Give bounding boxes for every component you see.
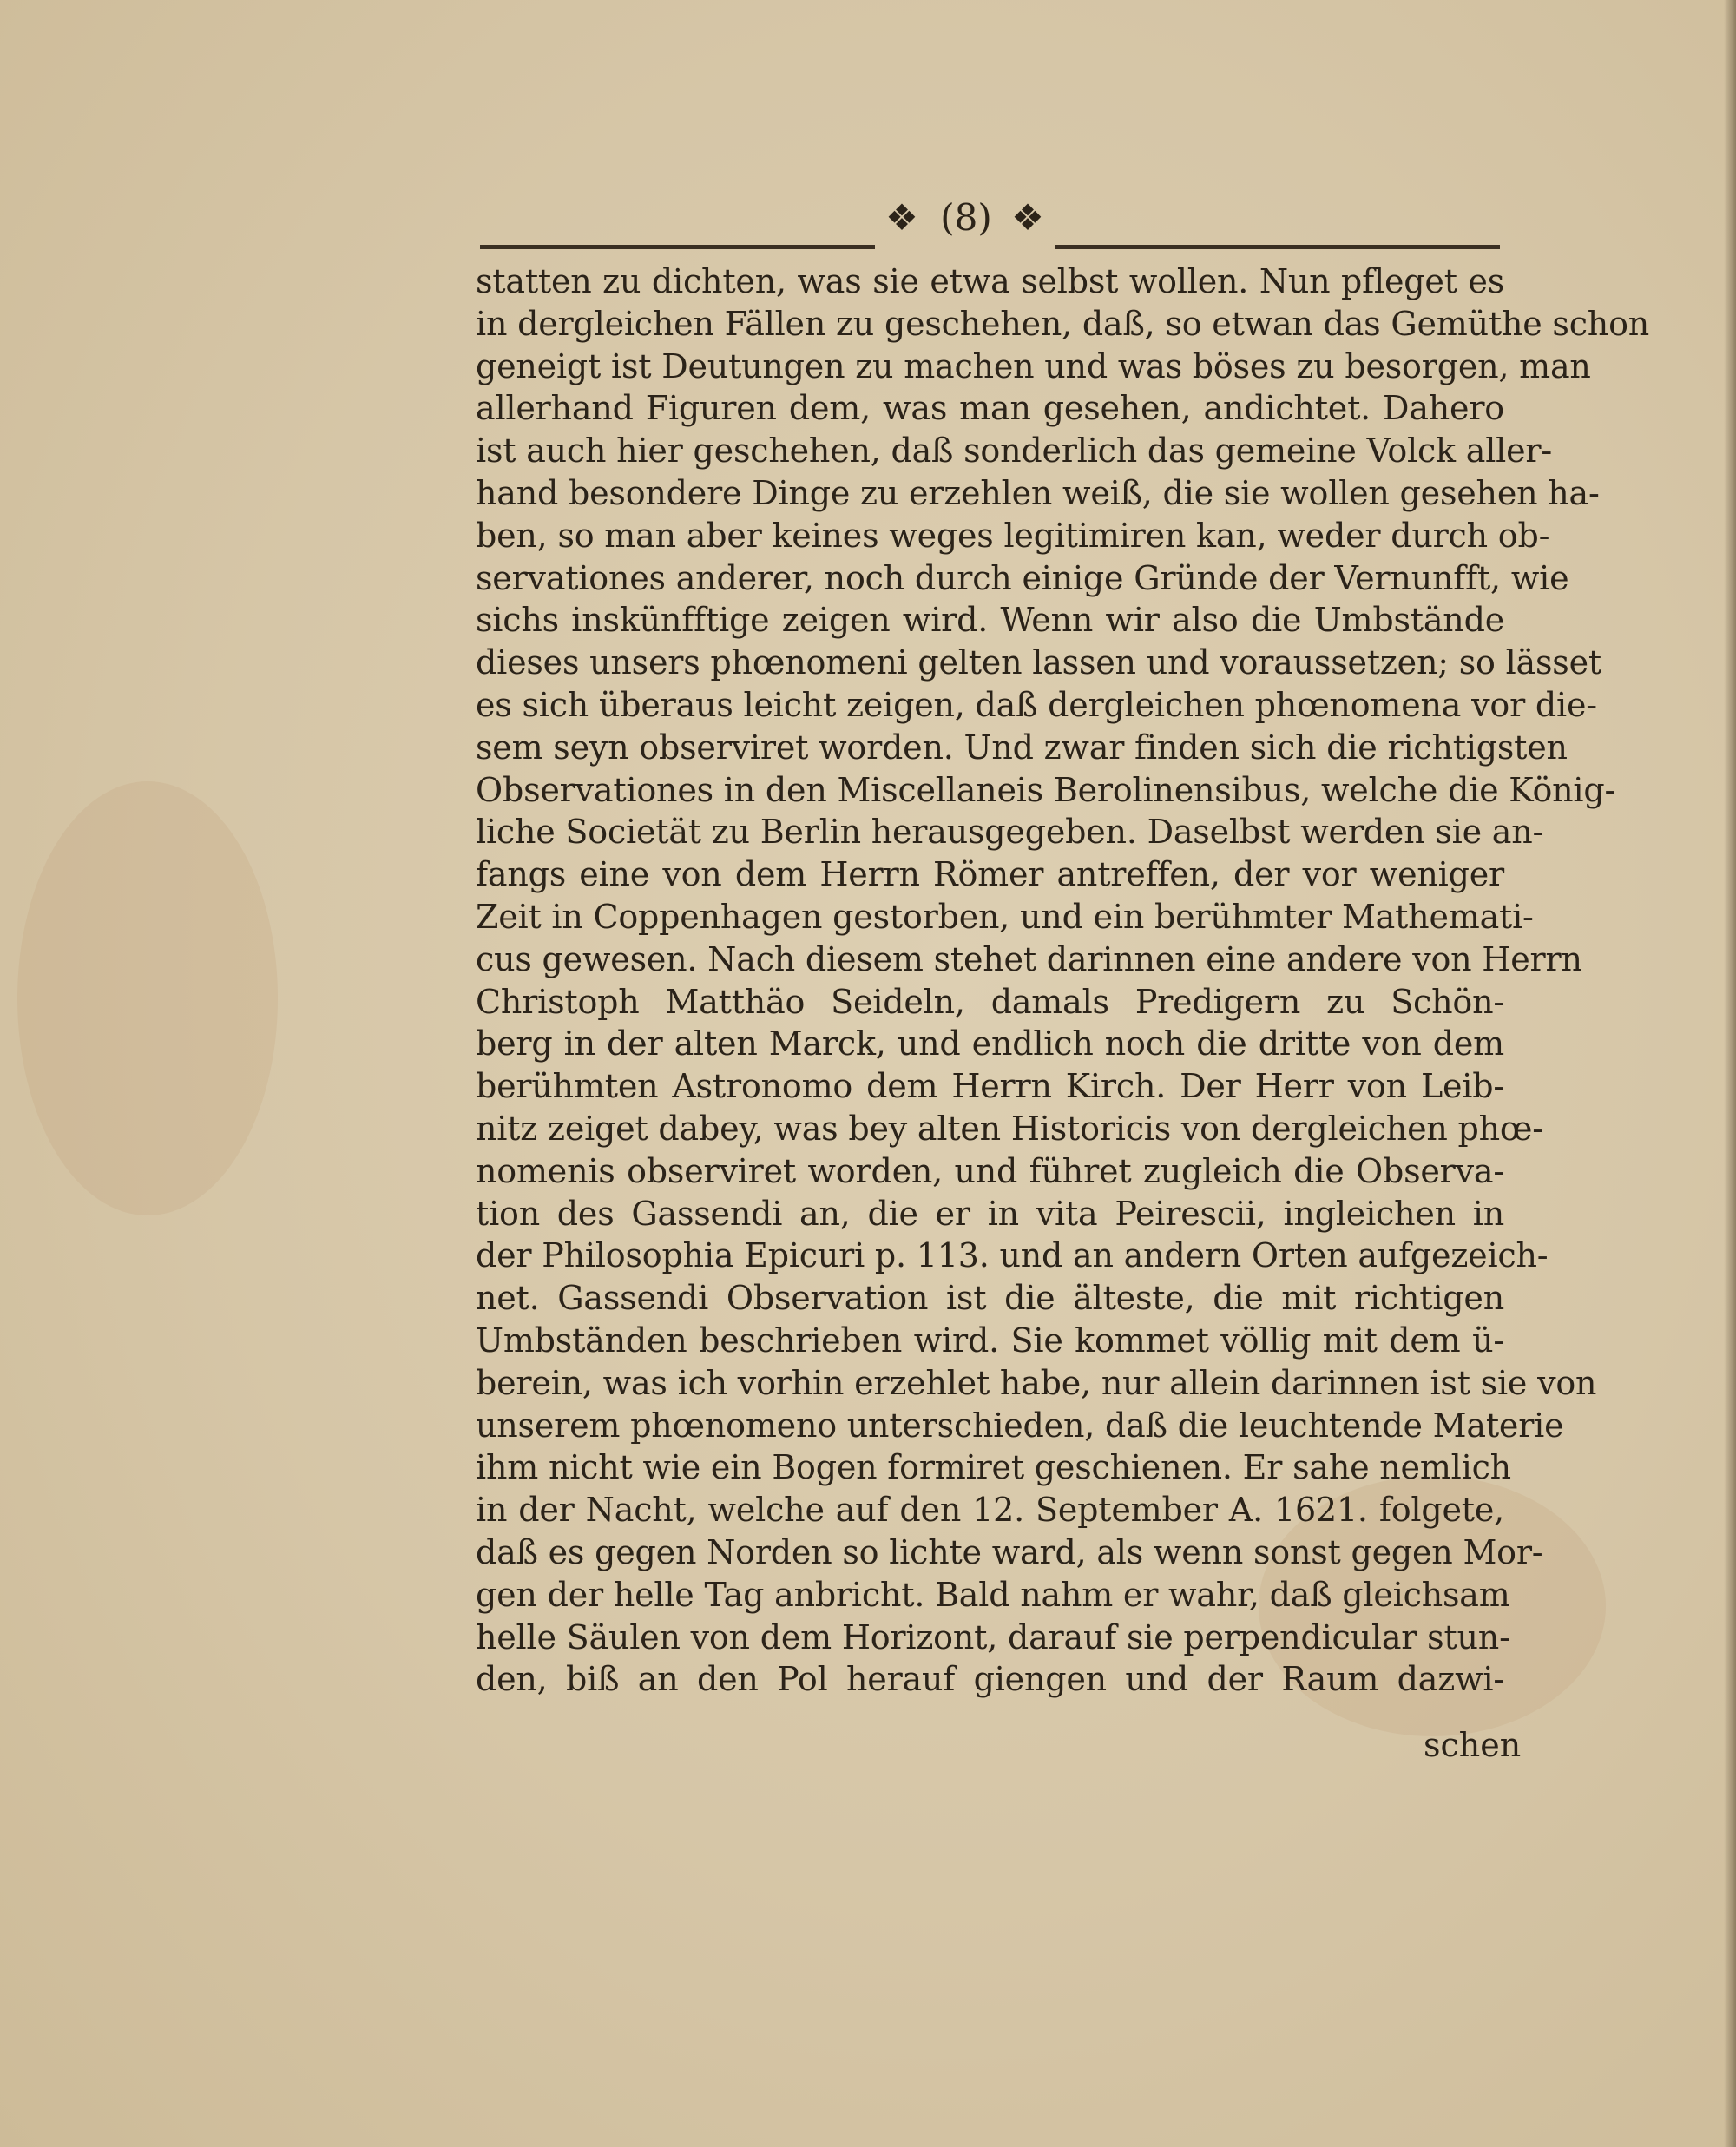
text-line: Umbständen beschrieben wird. Sie kommet völlig mit dem ü- (476, 1320, 1504, 1360)
fleuron-left-icon: ❖ (885, 196, 918, 239)
text-line: ben, so man aber keines weges legitimiren kan, weder durch ob- (476, 516, 1550, 555)
page-header (480, 193, 1500, 254)
text-line: gen der helle Tag anbricht. Bald nahm er wahr, daß gleichsam (476, 1575, 1510, 1614)
text-line: tion des Gassendi an, die er in vita Peirescii, ingleichen in (476, 1194, 1504, 1233)
page-number: (8) (940, 196, 992, 239)
text-line: cus gewesen. Nach diesem stehet darinnen eine andere von Herrn (476, 939, 1582, 978)
text-line: der Philosophia Epicuri p. 113. und an andern Orten aufgezeich- (476, 1236, 1549, 1275)
paper-stain (17, 781, 278, 1215)
text-line: dieses unsers phœnomeni gelten lassen und voraussetzen; so lässet (476, 643, 1601, 682)
text-line: helle Säulen von dem Horizont, darauf sie perpendicular stun- (476, 1617, 1510, 1656)
text-line: daß es gegen Norden so lichte ward, als wenn sonst gegen Mor- (476, 1532, 1543, 1571)
text-line: berg in der alten Marck, und endlich noch die dritte von dem (476, 1024, 1504, 1064)
text-line: servationes anderer, noch durch einige Gründe der Vernunfft, wie (476, 558, 1569, 597)
header-rule-left (480, 245, 875, 249)
text-line: es sich überaus leicht zeigen, daß dergleichen phœnomena vor die- (476, 685, 1597, 724)
text-line: Observationes in den Miscellaneis Berolinensibus, welche die König- (476, 770, 1616, 809)
text-line: Christoph Matthäo Seideln, damals Predigern zu Schön- (476, 982, 1504, 1021)
text-line: berein, was ich vorhin erzehlet habe, nur allein darinnen ist sie von (476, 1363, 1597, 1402)
text-line: liche Societät zu Berlin herausgegeben. Daselbst werden sie an- (476, 813, 1544, 852)
catchword: schen (1424, 1726, 1522, 1764)
text-line: ihm nicht wie ein Bogen formiret geschienen. Er sahe nemlich (476, 1448, 1511, 1487)
text-line: unserem phœnomeno unterschieden, daß die leuchtende Materie (476, 1406, 1564, 1445)
text-line: statten zu dichten, was sie etwa selbst wollen. Nun pfleget es (476, 262, 1504, 300)
text-line: hand besondere Dinge zu erzehlen weiß, die sie wollen gesehen ha- (476, 473, 1600, 512)
text-line: nitz zeiget dabey, was bey alten Historicis von dergleichen phœ- (476, 1109, 1543, 1148)
text-line: sem seyn observiret worden. Und zwar finden sich die richtigsten (476, 728, 1568, 767)
text-line: geneigt ist Deutungen zu machen und was böses zu besorgen, man (476, 346, 1591, 385)
text-line: fangs eine von dem Herrn Römer antreffen, der vor weniger (476, 855, 1504, 894)
text-line: Zeit in Coppenhagen gestorben, und ein berühmter Mathemati- (476, 897, 1534, 936)
text-line: net. Gassendi Observation ist die älteste, die mit richtigen (476, 1279, 1504, 1318)
header-rule-right (1055, 245, 1500, 249)
text-line: ist auch hier geschehen, daß sonderlich das gemeine Volck aller- (476, 431, 1553, 471)
text-line: allerhand Figuren dem, was man gesehen, andichtet. Dahero (476, 389, 1504, 428)
fleuron-right-icon: ❖ (1011, 196, 1044, 239)
text-line: in der Nacht, welche auf den 12. September A. 1621. folgete, (476, 1491, 1504, 1530)
body-text (476, 260, 1650, 1701)
text-line: in dergleichen Fällen zu geschehen, daß, so etwan das Gemüthe schon (476, 304, 1650, 343)
text-line: nomenis observiret worden, und führet zugleich die Observa- (476, 1151, 1504, 1190)
page-edge-shadow (1724, 0, 1736, 2147)
text-line: berühmten Astronomo dem Herrn Kirch. Der Herr von Leib- (476, 1067, 1504, 1106)
text-line: den, biß an den Pol herauf giengen und der Raum dazwi- (476, 1660, 1504, 1699)
text-line: sichs inskünfftige zeigen wird. Wenn wir also die Umbstände (476, 601, 1504, 640)
